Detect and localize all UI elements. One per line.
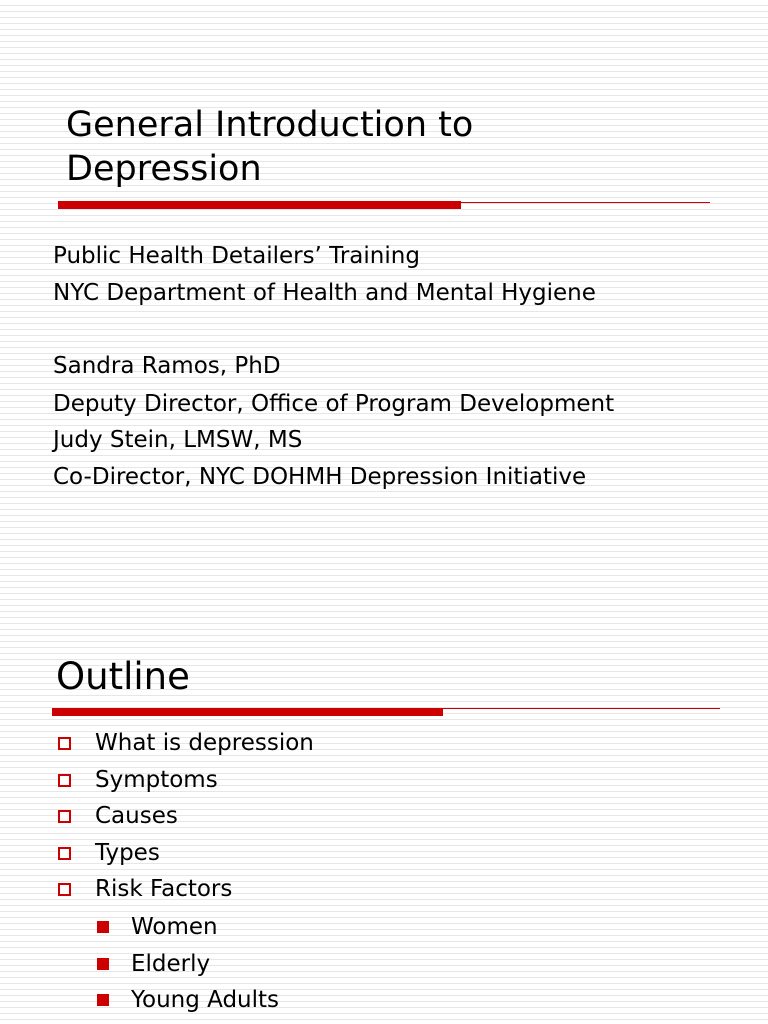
filled-square-bullet-icon [97,921,109,933]
title-underline-accent [58,201,461,209]
hollow-square-bullet-icon [58,847,71,860]
sub-bullet-text: Elderly [131,951,211,977]
outline-bullet [58,766,218,794]
sub-bullet-text: Young Adults [131,987,280,1013]
outline-sub-bullet [97,986,279,1014]
slide-title [66,104,473,192]
hollow-square-bullet-icon [58,737,71,750]
outline-bullet [58,729,314,757]
hollow-square-bullet-icon [58,774,71,787]
presenter-2-name: Judy Stein, LMSW, MS [53,427,303,453]
outline-title: Outline [56,655,190,698]
presenter-1-name: Sandra Ramos, PhD [53,353,281,379]
filled-square-bullet-icon [97,994,109,1006]
sub-bullet-text: Women [131,914,218,940]
bullet-text: Symptoms [95,767,218,793]
outline-bullet [58,802,178,830]
bullet-text: Risk Factors [95,876,233,902]
bullet-text: Types [95,840,160,866]
hollow-square-bullet-icon [58,810,71,823]
filled-square-bullet-icon [97,958,109,970]
hollow-square-bullet-icon [58,883,71,896]
slide-title-line-2: Depression [66,148,262,189]
outline-underline-accent [52,708,443,716]
slide-title-line-1: General Introduction to [66,105,474,145]
outline-sub-bullet [97,950,210,978]
presenter-1-role: Deputy Director, Office of Program Development [53,391,615,417]
training-name: Public Health Detailers’ Training [53,243,420,269]
outline-bullet [58,839,160,867]
department-name: NYC Department of Health and Mental Hygiene [53,280,596,306]
bullet-text: Causes [95,803,178,829]
presenter-2-role: Co-Director, NYC DOHMH Depression Initiative [53,464,587,490]
bullet-text: What is depression [95,730,314,756]
outline-bullet [58,875,232,903]
outline-sub-bullet [97,913,218,941]
